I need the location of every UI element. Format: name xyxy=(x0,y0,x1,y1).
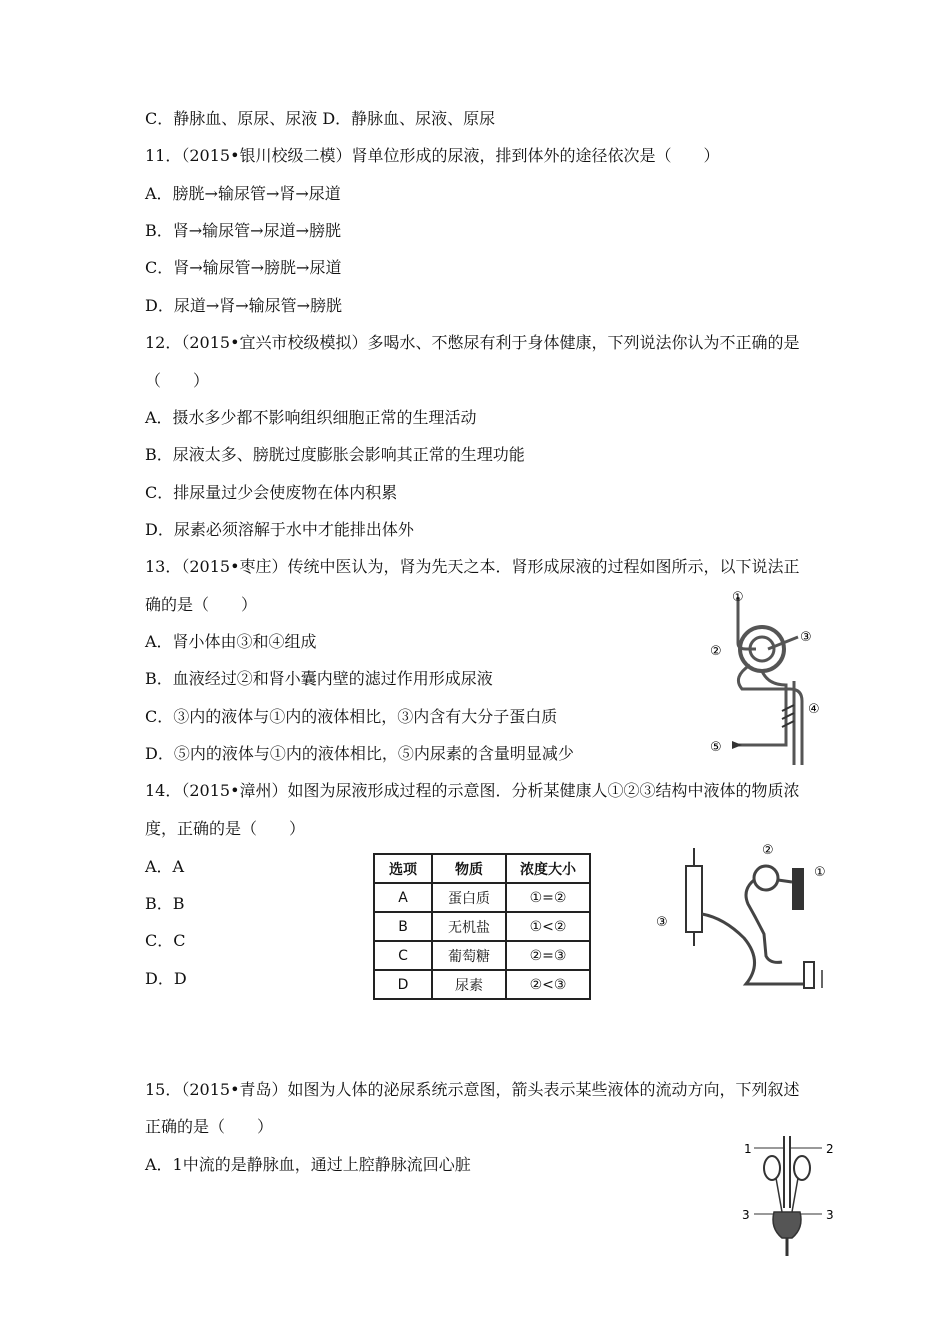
question-12: 12．（2015•宜兴市校级模拟）多喝水、不憋尿有利于身体健康，下列说法你认为不正确的是 xyxy=(145,333,800,352)
question-15: 15．（2015•青岛）如图为人体的泌尿系统示意图，箭头表示某些液体的流动方向，下列叙述 xyxy=(145,1080,800,1099)
option-c: C．③内的液体与①内的液体相比，③内含有大分子蛋白质 xyxy=(145,707,558,726)
option-b: B．血液经过②和肾小囊内壁的滤过作用形成尿液 xyxy=(145,669,493,688)
question-14-cont: 度，正确的是（ ） xyxy=(145,819,306,838)
table-cell: C xyxy=(374,941,432,970)
option-a: A．1中流的是静脉血，通过上腔静脉流回心脏 xyxy=(145,1155,471,1174)
option-c: C．C xyxy=(145,931,186,950)
option-a: A．A xyxy=(145,857,185,876)
table-header: 物质 xyxy=(432,854,506,883)
table-row xyxy=(374,970,590,999)
figure-label: 3 xyxy=(826,1208,834,1222)
question-13: 13．（2015•枣庄）传统中医认为，肾为先天之本．肾形成尿液的过程如图所示，以下说法正 xyxy=(145,557,800,576)
table-cell: ②=③ xyxy=(506,941,590,970)
table-row xyxy=(374,941,590,970)
question-13-cont: 确的是（ ） xyxy=(145,595,258,614)
option-a: A．膀胱→输尿管→肾→尿道 xyxy=(145,184,341,203)
figure-label: ② xyxy=(762,843,774,858)
text-line: C．静脉血、原尿、尿液 D．静脉血、尿液、原尿 xyxy=(145,109,496,128)
table-cell: ②<③ xyxy=(506,970,590,999)
figure-label: ④ xyxy=(808,702,820,717)
figure-label: ② xyxy=(710,644,722,659)
figure-label: 1 xyxy=(744,1142,752,1156)
table-cell: 尿素 xyxy=(432,970,506,999)
option-a: A．肾小体由③和④组成 xyxy=(145,632,317,651)
option-d: D．⑤内的液体与①内的液体相比，⑤内尿素的含量明显减少 xyxy=(145,744,574,763)
option-d: D．尿素必须溶解于水中才能排出体外 xyxy=(145,520,414,539)
option-b: B．B xyxy=(145,894,185,913)
table-cell: A xyxy=(374,883,432,912)
table-cell: 葡萄糖 xyxy=(432,941,506,970)
table-header: 浓度大小 xyxy=(506,854,590,883)
question-15-cont: 正确的是（ ） xyxy=(145,1117,274,1136)
urinary-system-figure-q15 xyxy=(740,1128,838,1260)
option-b: B．尿液太多、膀胱过度膨胀会影响其正常的生理功能 xyxy=(145,445,525,464)
table-row xyxy=(374,912,590,941)
table-cell: ①=② xyxy=(506,883,590,912)
question-12-cont: （ ） xyxy=(145,371,210,390)
figure-label: ① xyxy=(814,865,826,880)
option-a: A．摄水多少都不影响组织细胞正常的生理活动 xyxy=(145,408,477,427)
table-cell: 蛋白质 xyxy=(432,883,506,912)
option-d: D．尿道→肾→输尿管→膀胱 xyxy=(145,296,343,315)
figure-label: 2 xyxy=(826,1142,834,1156)
table-header: 选项 xyxy=(374,854,432,883)
urine-formation-figure-q14 xyxy=(654,838,834,1003)
figure-label: ③ xyxy=(800,630,812,645)
table-cell: 无机盐 xyxy=(432,912,506,941)
option-d: D．D xyxy=(145,969,187,988)
question-11: 11．（2015•银川校级二模）肾单位形成的尿液，排到体外的途径依次是（ ） xyxy=(145,146,720,165)
option-b: B．肾→输尿管→尿道→膀胱 xyxy=(145,221,341,240)
table-row xyxy=(374,883,590,912)
table-cell: ①<② xyxy=(506,912,590,941)
option-c: C．肾→输尿管→膀胱→尿道 xyxy=(145,258,342,277)
table-header-row xyxy=(374,854,590,883)
concentration-table xyxy=(373,853,591,1000)
table-cell: B xyxy=(374,912,432,941)
question-14: 14．（2015•漳州）如图为尿液形成过程的示意图．分析某健康人①②③结构中液体的物质浓 xyxy=(145,781,800,800)
figure-label: ① xyxy=(732,590,744,605)
figure-label: 3 xyxy=(742,1208,750,1222)
nephron-figure-q13 xyxy=(702,585,826,775)
option-c: C．排尿量过少会使废物在体内积累 xyxy=(145,483,398,502)
figure-label: ⑤ xyxy=(710,740,722,755)
figure-label: ③ xyxy=(656,915,668,930)
table-cell: D xyxy=(374,970,432,999)
